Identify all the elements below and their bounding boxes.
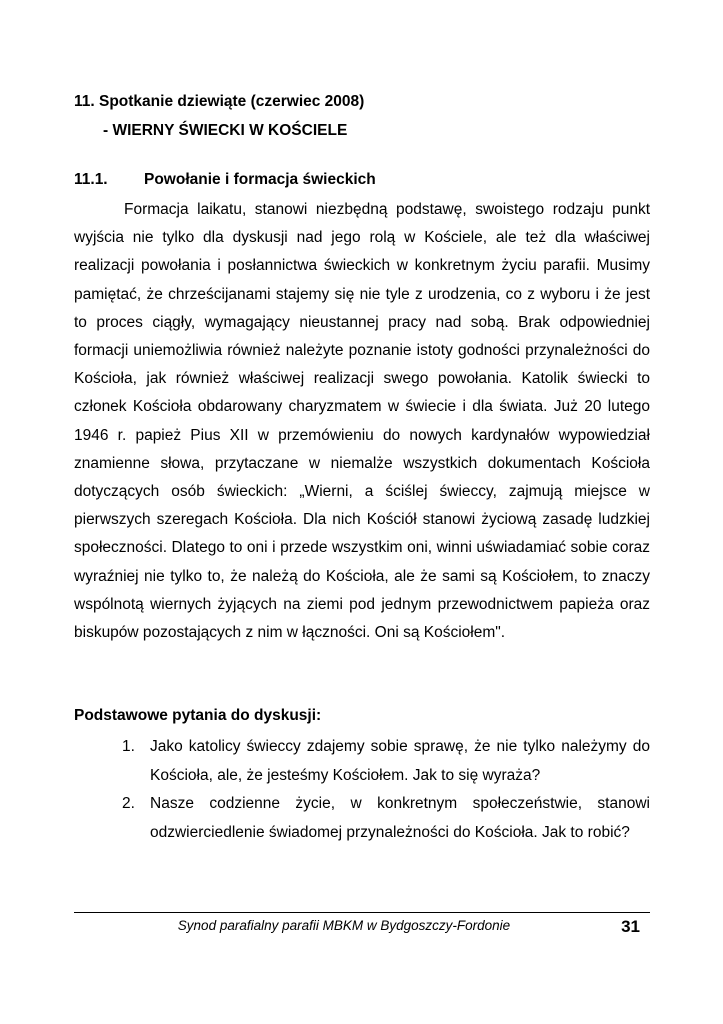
chapter-subheading: - WIERNY ŚWIECKI W KOŚCIELE xyxy=(103,122,348,139)
list-item-text: Nasze codzienne życie, w konkretnym społeczeństwie, stanowi odzwierciedlenie świadomej przynależności do Kościoła. Jak to robić? xyxy=(150,795,650,841)
list-item xyxy=(74,733,650,790)
questions-heading: Podstawowe pytania do dyskusji: xyxy=(74,707,322,724)
list-item xyxy=(74,790,650,847)
list-item-number: 2. xyxy=(122,795,135,813)
body-paragraph: Formacja laikatu, stanowi niezbędną podstawę, swoistego rodzaju punkt wyjścia nie tylko dla dyskusji nad jego rolą w Kościele, ale też dla właściwej realizacji powołania i posłannictwa świeckich w konkretnym życiu parafii. Musimy pamiętać, że chrześcijanami stajemy się nie tyle z urodzenia, co z wyboru i że jest to proces ciągły, wymagający nieustannej pracy nad sobą. Brak odpowiedniej formacji uniemożliwia również należyte poznanie istoty godności przynależności do Kościoła, jak również właściwej realizacji swego powołania. Katolik świecki to członek Kościoła obdarowany charyzmatem w świecie i dla świata. Już 20 lutego 1946 r. papież Pius XII w przemówieniu do nowych kardynałów wypowiedział znamienne słowa, przytaczane w niemalże wszystkich dokumentach Kościoła dotyczących osób świeckich: „Wierni, a ściślej świeccy, zajmują miejsce w pierwszych szeregach Kościoła. Dla nich Kościół stanowi życiową zasadę ludzkiej społeczności. Dlatego to oni i przede wszystkim oni, winni uświadamiać sobie coraz wyraźniej nie tylko to, że należą do Kościoła, ale że sami są Kościołem, to znaczy wspólnotą wiernych żyjących na ziemi pod jednym przewodnictwem papieża oraz biskupów pozostających z nim w łączności. Oni są Kościołem". xyxy=(74,201,650,642)
chapter-heading: 11. Spotkanie dziewiąte (czerwiec 2008) xyxy=(74,93,365,110)
footer-text: Synod parafialny parafii MBKM w Bydgoszczy-Fordonie xyxy=(177,918,511,933)
list-item-number: 1. xyxy=(122,738,135,755)
page-number: 31 xyxy=(621,917,640,936)
footer-divider xyxy=(74,912,650,913)
document-page xyxy=(74,0,650,1024)
section-heading xyxy=(74,170,376,190)
list-item-text: Jako katolicy świeccy zdajemy sobie sprawę, że nie tylko należymy do Kościoła, ale, że jesteśmy Kościołem. Jak to się wyraża? xyxy=(150,738,650,784)
section-number: 11.1. xyxy=(74,171,108,188)
questions-list xyxy=(74,733,650,847)
section-title: Powołanie i formacja świeckich xyxy=(144,171,376,188)
